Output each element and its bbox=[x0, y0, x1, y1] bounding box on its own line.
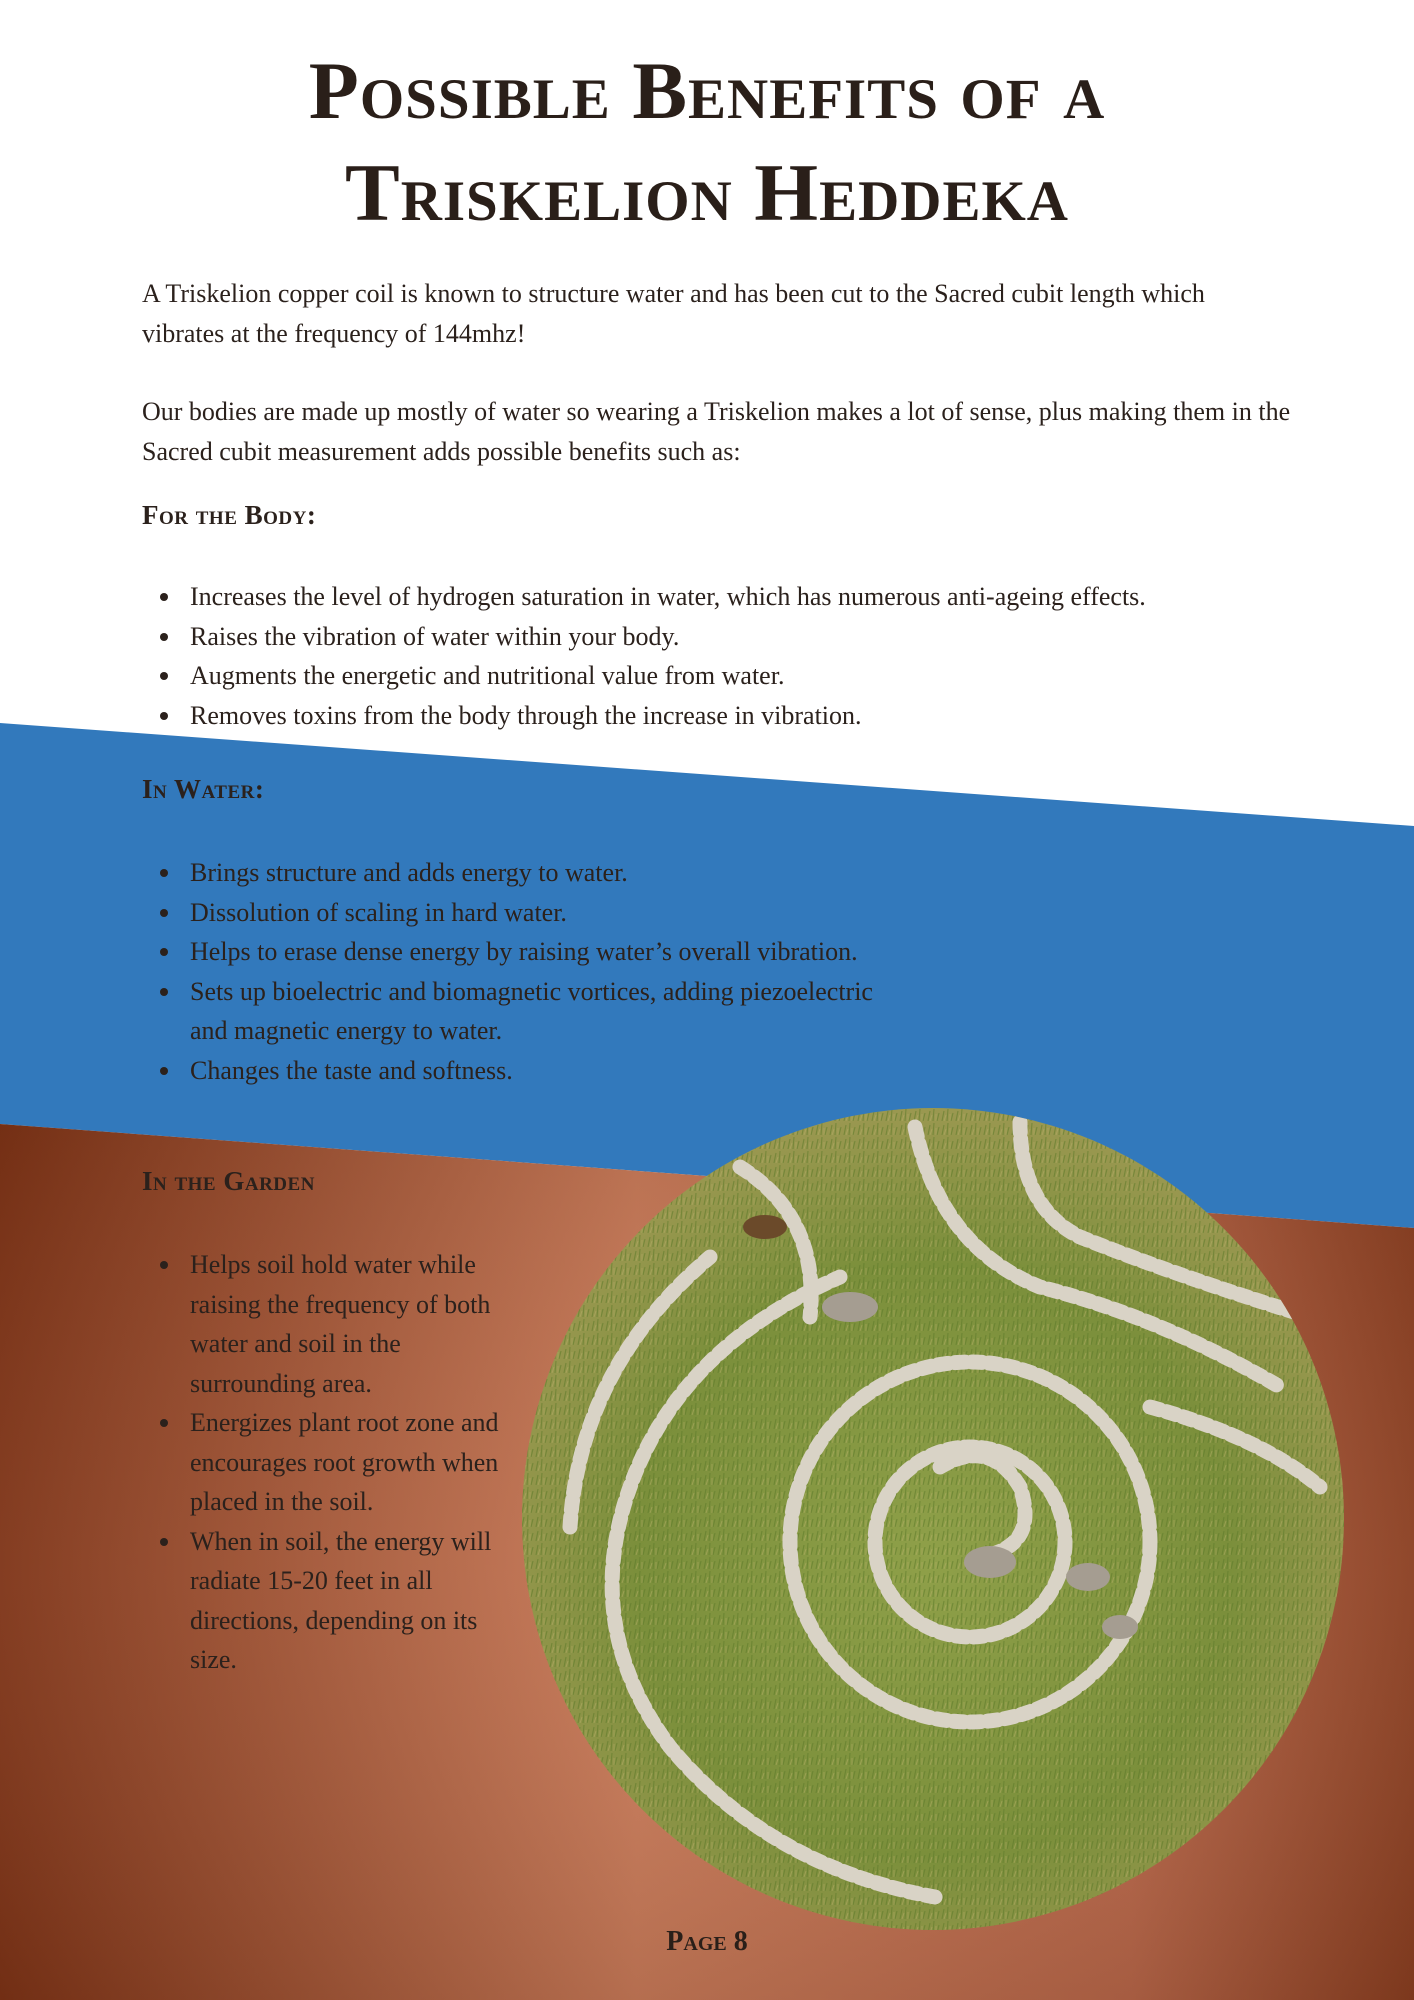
page-title bbox=[0, 40, 1414, 244]
list-item: Raises the vibration of water within your body. bbox=[142, 617, 1342, 657]
page-number: Page 8 bbox=[666, 1926, 748, 1957]
list-item: Augments the energetic and nutritional value from water. bbox=[142, 656, 1342, 696]
list-item: Brings structure and adds energy to water. bbox=[142, 853, 902, 893]
page-title-line-1: Possible Benefits of a bbox=[308, 45, 1106, 136]
section-heading-body: For the Body: bbox=[142, 500, 317, 530]
stone-spiral-labyrinth-photo bbox=[520, 1107, 1346, 1931]
list-item: Sets up bioelectric and biomagnetic vortices, adding piezoelectric and magnetic energy to water. bbox=[142, 972, 902, 1051]
list-item: Helps to erase dense energy by raising water’s overall vibration. bbox=[142, 932, 902, 972]
body-benefits-list bbox=[142, 577, 1342, 735]
section-heading-garden: In the Garden bbox=[142, 1166, 315, 1196]
list-item: Changes the taste and softness. bbox=[142, 1051, 902, 1091]
list-item: Helps soil hold water while raising the frequency of both water and soil in the surrounding area. bbox=[142, 1245, 522, 1403]
list-item: Dissolution of scaling in hard water. bbox=[142, 893, 902, 933]
water-benefits-list bbox=[142, 853, 902, 1090]
section-heading-water: In Water: bbox=[142, 774, 265, 804]
garden-benefits-list bbox=[142, 1245, 522, 1680]
intro-paragraph-1: A Triskelion copper coil is known to structure water and has been cut to the Sacred cubit length which vibrates at the frequency of 144mhz! bbox=[142, 279, 1205, 348]
list-item: When in soil, the energy will radiate 15-20 feet in all directions, depending on its size. bbox=[142, 1522, 522, 1680]
page-title-line-2: Triskelion Heddeka bbox=[345, 147, 1069, 238]
intro-paragraph-2: Our bodies are made up mostly of water so wearing a Triskelion makes a lot of sense, plus making them in the Sacred cubit measurement adds possible benefits such as: bbox=[142, 397, 1291, 466]
list-item: Removes toxins from the body through the increase in vibration. bbox=[142, 696, 1342, 736]
list-item: Energizes plant root zone and encourages root growth when placed in the soil. bbox=[142, 1403, 522, 1522]
list-item: Increases the level of hydrogen saturation in water, which has numerous anti-ageing effects. bbox=[142, 577, 1342, 617]
